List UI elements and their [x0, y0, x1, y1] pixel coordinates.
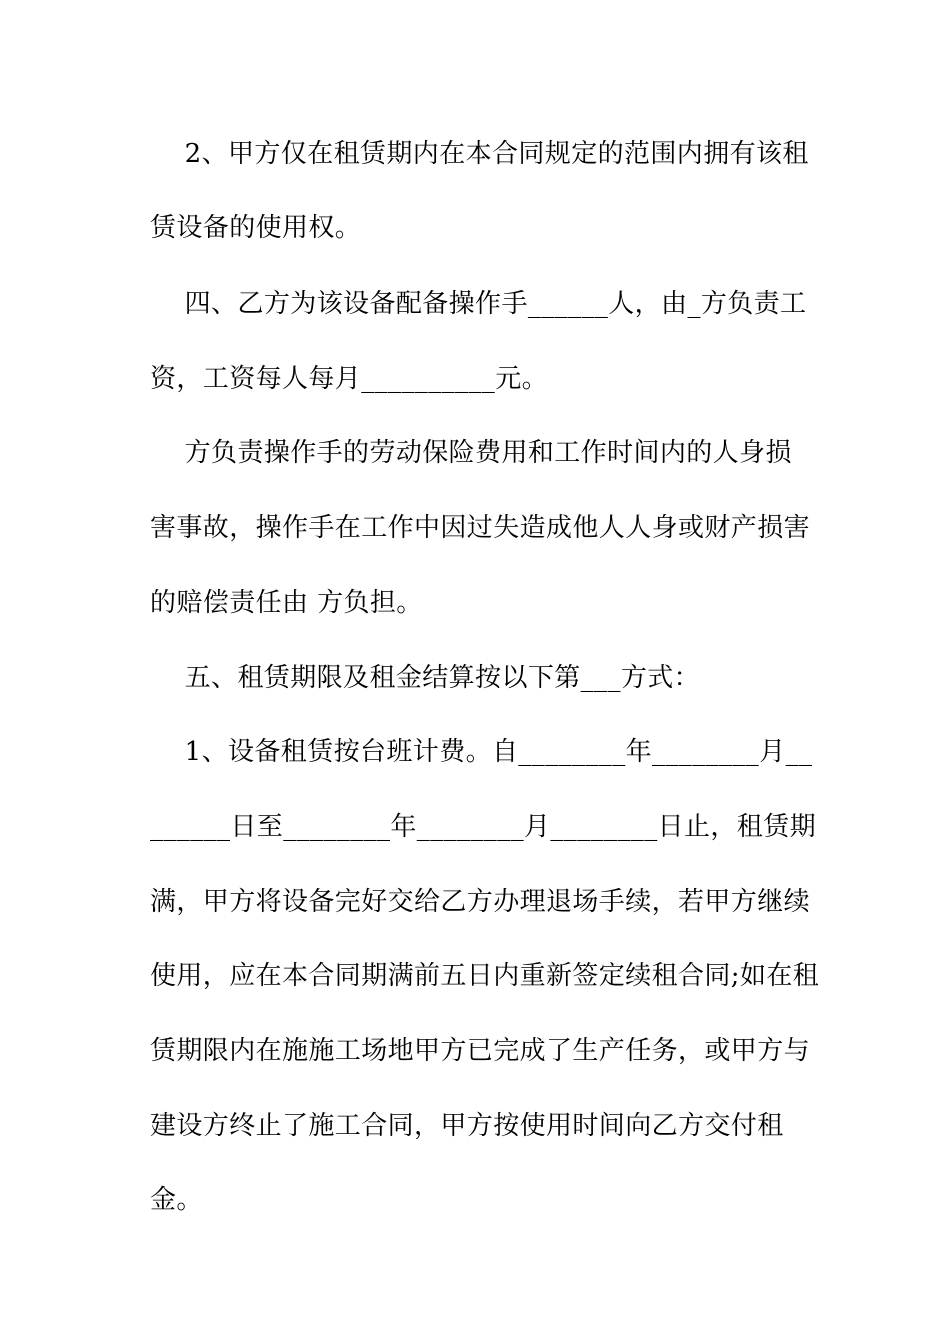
paragraph-2-line-2: 赁设备的使用权。 — [150, 213, 362, 243]
insurance-paragraph-line-1: 方负责操作手的劳动保险费用和工作时间内的人身损 — [150, 438, 792, 468]
section-4-line-2: 资，工资每人每月__________元。 — [150, 364, 549, 394]
section-5-heading: 五、租赁期限及租金结算按以下第___方式： — [150, 663, 701, 693]
clause-1-line-7: 金。 — [150, 1185, 203, 1215]
insurance-paragraph-line-2: 害事故，操作手在工作中因过失造成他人人身或财产损害 — [150, 513, 811, 543]
clause-1-line-3: 满，甲方将设备完好交给乙方办理退场手续，若甲方继续 — [150, 887, 811, 917]
clause-1-line-5: 赁期限内在施施工场地甲方已完成了生产任务，或甲方与 — [150, 1036, 811, 1066]
section-4-line-1: 四、乙方为该设备配备操作手______人，由_方负责工 — [150, 289, 807, 319]
paragraph-2-line-1: 2、甲方仅在租赁期内在本合同规定的范围内拥有该租 — [150, 139, 809, 169]
clause-1-line-4: 使用，应在本合同期满前五日内重新签定续租合同;如在租 — [150, 961, 820, 991]
clause-1-line-2: ______日至________年________月________日止，租赁期 — [150, 812, 817, 842]
insurance-paragraph-line-3: 的赔偿责任由 方负担。 — [150, 588, 423, 618]
clause-1-line-6: 建设方终止了施工合同，甲方按使用时间向乙方交付租 — [150, 1111, 784, 1141]
clause-1-line-1: 1、设备租赁按台班计费。自________年________月__ — [150, 737, 813, 767]
